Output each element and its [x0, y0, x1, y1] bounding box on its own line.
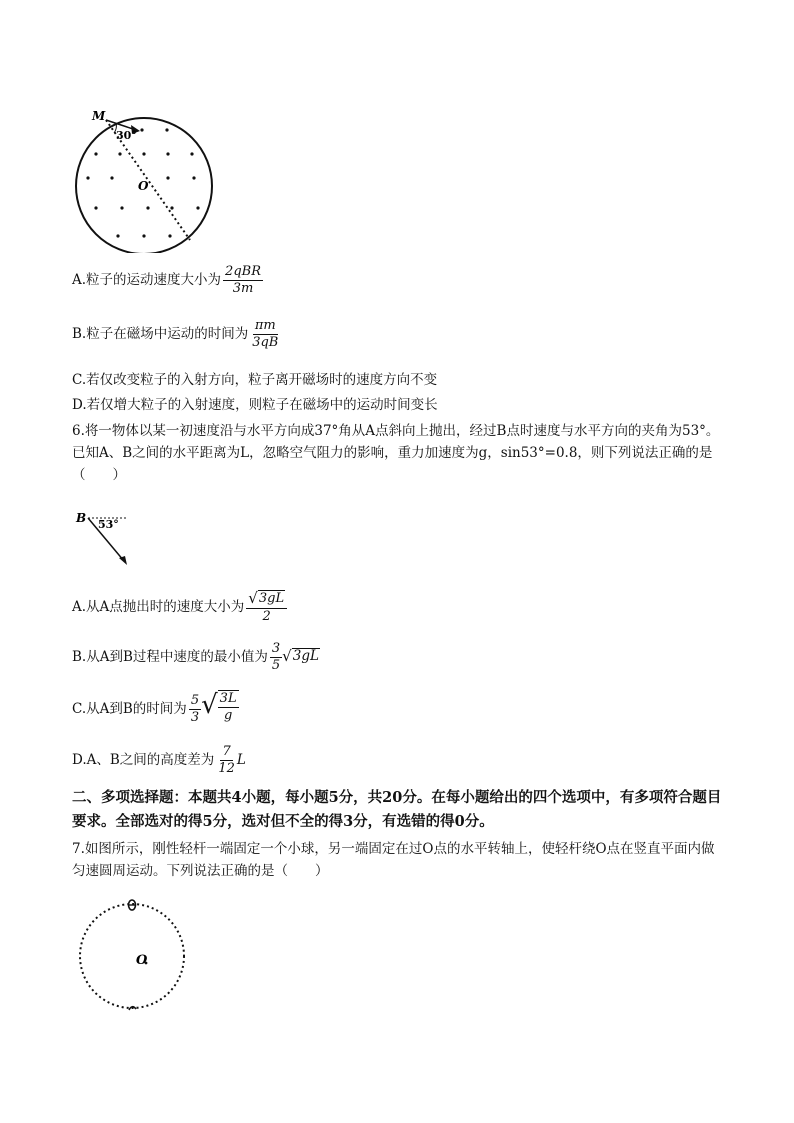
q7-stem: 7.如图所示，刚性轻杆一端固定一个小球，另一端固定在过O点的水平转轴上，使轻杆绕O点在竖直平面内做匀速圆周运动。下列说法正确的是（ ） [72, 841, 715, 879]
point-b-label: B [76, 511, 87, 525]
q6-option-c: C.从A到B的时间为 $\frac{5}{3}$ √ $\frac{3L}{g}$ [72, 690, 237, 725]
q5-option-b: B.粒子在磁场中运动的时间为 $\frac{\pi m}{3qB}$ [72, 318, 279, 350]
projectile-figure [74, 508, 144, 570]
q6-option-b: B.从A到B过程中速度的最小值为 $\frac{3}{5}$ √ 3gL [72, 641, 319, 673]
q5-option-a: A.粒子的运动速度大小为 $\frac{\text{2qBR}}{3m}$ [72, 264, 261, 296]
point-m-label: M [92, 109, 106, 123]
q6-option-a: A.从A点抛出时的速度大小为 √ 3gL 2 [72, 590, 287, 625]
center-o-label: O [136, 953, 148, 968]
q5-option-c: C.若仅改变粒子的入射方向，粒子离开磁场时的速度方向不变 [72, 372, 438, 388]
q5-option-d: D.若仅增大粒子的入射速度，则粒子在磁场中的运动时间变长 [72, 397, 438, 413]
circular-motion-figure [74, 896, 194, 1016]
section-2-heading: 二、多项选择题：本题共4小题，每小题5分，共20分。在每小题给出的四个选项中，有多项符合题目要求。全部选对的得5分，选对但不全的得3分，有选错的得0分。 [72, 789, 722, 830]
q6-stem: 6.将一物体以某一初速度沿与水平方向成37°角从A点斜向上抛出，经过B点时速度与水平方向的夹角为53°。已知A、B之间的水平距离为L，忽略空气阻力的影响，重力加速度为g，sin53°=0.8，则下列说法正确的是（ ） [72, 423, 720, 483]
angle-53-label: 53° [98, 518, 119, 531]
q6-option-d: D.A、B之间的高度差为 $\frac{7}{12}$ L [72, 744, 246, 776]
center-o-label: O [138, 179, 149, 193]
magnetic-field-figure [72, 108, 222, 253]
angle-30-label: 30° [116, 129, 137, 142]
